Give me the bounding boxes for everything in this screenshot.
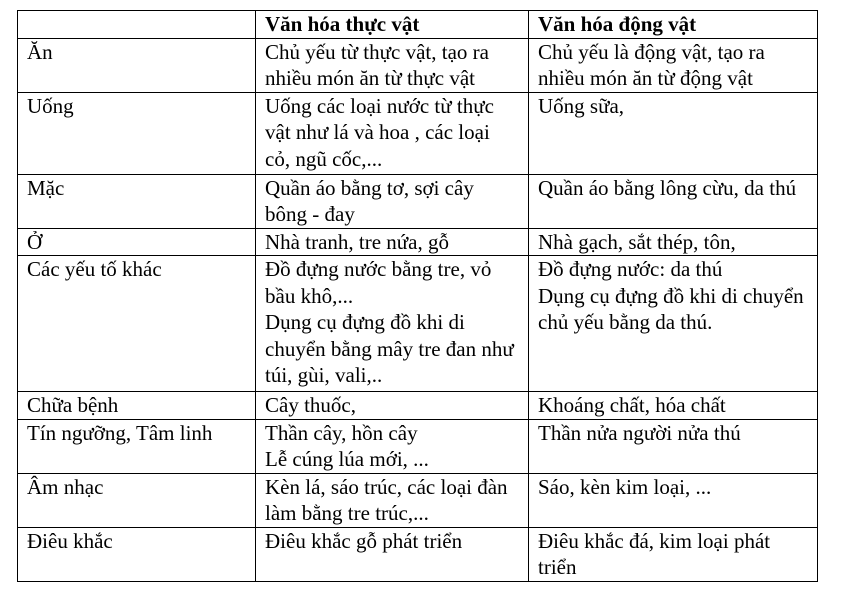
animal-culture-cell: Chủ yếu là động vật, tạo ra nhiều món ăn từ động vật xyxy=(529,38,818,92)
plant-culture-cell: Đồ đựng nước bằng tre, vỏ bầu khô,... Dụng cụ đựng đồ khi di chuyển bằng mây tre đan như túi, gùi, vali,.. xyxy=(256,256,529,392)
row-label: Điêu khắc xyxy=(18,527,256,581)
plant-culture-cell: Nhà tranh, tre nứa, gỗ xyxy=(256,228,529,256)
header-cell-plant-culture: Văn hóa thực vật xyxy=(256,11,529,39)
animal-culture-cell: Khoáng chất, hóa chất xyxy=(529,392,818,420)
table-row xyxy=(18,419,818,473)
plant-culture-cell: Thần cây, hồn cây Lễ cúng lúa mới, ... xyxy=(256,419,529,473)
comparison-table xyxy=(17,10,818,582)
plant-culture-cell: Uống các loại nước từ thực vật như lá và hoa , các loại cỏ, ngũ cốc,... xyxy=(256,92,529,174)
plant-culture-cell: Chủ yếu từ thực vật, tạo ra nhiều món ăn từ thực vật xyxy=(256,38,529,92)
row-label: Ở xyxy=(18,228,256,256)
row-label: Uống xyxy=(18,92,256,174)
table-row xyxy=(18,473,818,527)
animal-culture-cell: Uống sữa, xyxy=(529,92,818,174)
header-cell-empty xyxy=(18,11,256,39)
animal-culture-cell: Sáo, kèn kim loại, ... xyxy=(529,473,818,527)
row-label: Mặc xyxy=(18,174,256,228)
animal-culture-cell: Quần áo bằng lông cừu, da thú xyxy=(529,174,818,228)
table-row xyxy=(18,256,818,392)
row-label: Ăn xyxy=(18,38,256,92)
plant-culture-cell: Kèn lá, sáo trúc, các loại đàn làm bằng tre trúc,... xyxy=(256,473,529,527)
table-row xyxy=(18,38,818,92)
animal-culture-cell: Nhà gạch, sắt thép, tôn, xyxy=(529,228,818,256)
animal-culture-cell: Điêu khắc đá, kim loại phát triển xyxy=(529,527,818,581)
row-label: Các yếu tố khác xyxy=(18,256,256,392)
table-row xyxy=(18,92,818,174)
table-row xyxy=(18,527,818,581)
row-label: Âm nhạc xyxy=(18,473,256,527)
animal-culture-cell: Thần nửa người nửa thú xyxy=(529,419,818,473)
table-row xyxy=(18,174,818,228)
table-header-row xyxy=(18,11,818,39)
plant-culture-cell: Quần áo bằng tơ, sợi cây bông - đay xyxy=(256,174,529,228)
table-row xyxy=(18,228,818,256)
table-row xyxy=(18,392,818,420)
header-cell-animal-culture: Văn hóa động vật xyxy=(529,11,818,39)
row-label: Chữa bệnh xyxy=(18,392,256,420)
row-label: Tín ngưỡng, Tâm linh xyxy=(18,419,256,473)
plant-culture-cell: Cây thuốc, xyxy=(256,392,529,420)
plant-culture-cell: Điêu khắc gỗ phát triển xyxy=(256,527,529,581)
animal-culture-cell: Đồ đựng nước: da thú Dụng cụ đựng đồ khi di chuyển chủ yếu bằng da thú. xyxy=(529,256,818,392)
